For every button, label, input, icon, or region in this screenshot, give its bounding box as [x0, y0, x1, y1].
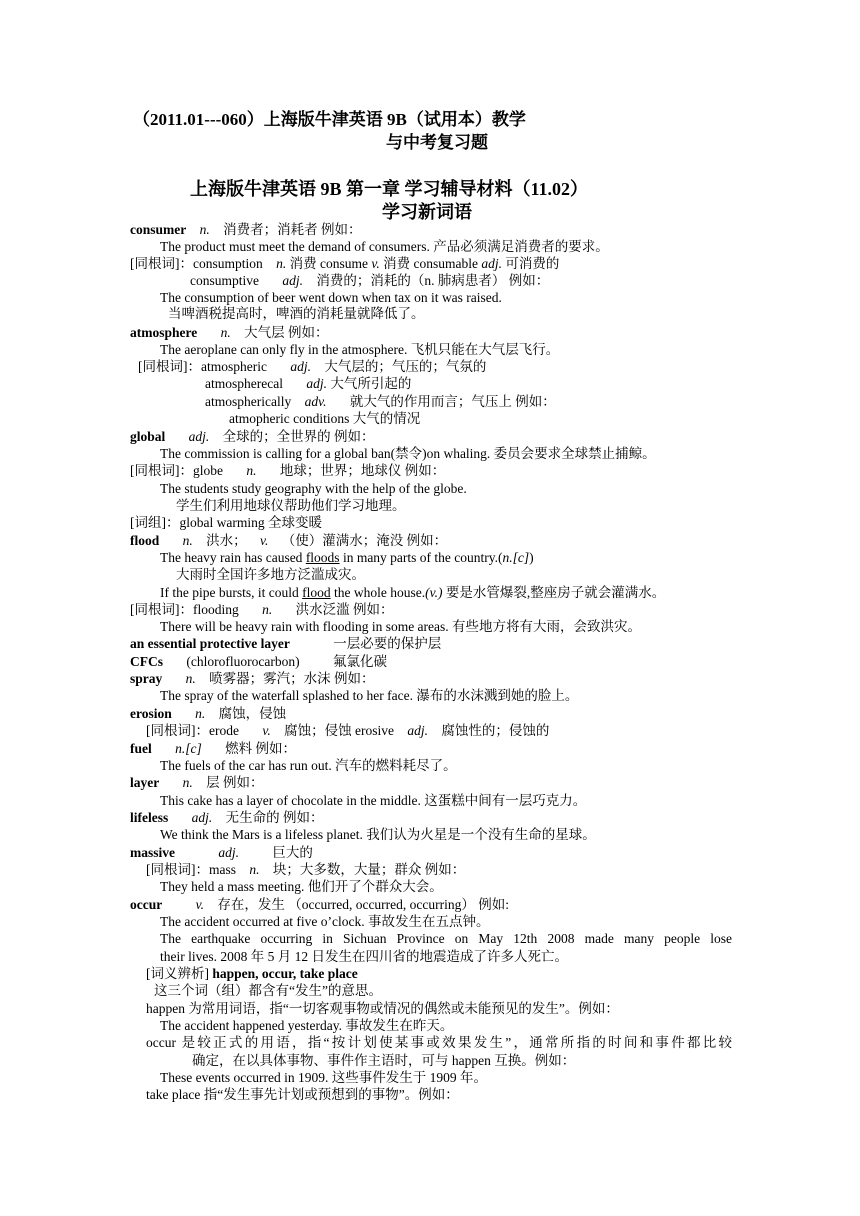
- text-run: consumptive: [190, 273, 259, 288]
- headword: global: [130, 429, 166, 444]
- related-words-line: [130, 601, 394, 618]
- part-of-speech: n.: [220, 325, 231, 340]
- text-run: the whole house.: [330, 585, 426, 600]
- usage-note-line: happen 为常用词语，指“一切客观事物或情况的偶然或未能预见的发生”。例如：: [146, 1001, 619, 1016]
- headword: an essential protective layer: [130, 636, 290, 651]
- headword: spray: [130, 671, 163, 686]
- example-line: This cake has a layer of chocolate in the middle. 这蛋糕中间有一层巧克力。: [160, 793, 587, 808]
- definition: 消费者；消耗者 例如：: [223, 222, 362, 237]
- phrase-line: [词组]：global warming 全球变暖: [130, 515, 322, 530]
- part-of-speech: (v.): [425, 585, 443, 600]
- example-line: The accident happened yesterday. 事故发生在昨天。: [160, 1018, 454, 1033]
- definition: 腐蚀，侵蚀: [218, 706, 287, 721]
- related-words-line: [146, 722, 549, 739]
- text-run: The heavy rain has caused: [160, 550, 306, 565]
- example-line: The accident occurred at five o’clock. 事故发生在五点钟。: [160, 914, 490, 929]
- entry-consumer: [130, 221, 362, 238]
- headword: lifeless: [130, 810, 169, 825]
- part-of-speech: n.: [199, 222, 210, 237]
- definition: 巨大的: [272, 845, 313, 860]
- definition: 存在，发生 （occurred, occurred, occurring） 例如:: [217, 897, 510, 912]
- text-run: 洪水泛滥 例如：: [295, 602, 394, 617]
- definition: （使）灌满水；淹没 例如：: [281, 533, 448, 548]
- related-words-line: [130, 462, 445, 479]
- text-run: 要是水管爆裂,整座房子就会灌满水。: [442, 585, 666, 600]
- usage-note-line: 这三个词（组）都含有“发生”的意思。: [154, 983, 382, 998]
- text-run: 消费的；消耗的（n. 肺病患者） 例如：: [316, 273, 550, 288]
- definition: (chlorofluorocarbon): [186, 654, 300, 669]
- part-of-speech: v.: [371, 256, 380, 271]
- related-words-line: [205, 375, 411, 392]
- part-of-speech: adj.: [218, 845, 240, 860]
- part-of-speech: adj.: [188, 429, 210, 444]
- usage-note-heading: [146, 965, 358, 982]
- compared-words: happen, occur, take place: [212, 966, 358, 981]
- example-line: They held a mass meeting. 他们开了个群众大会。: [160, 879, 443, 894]
- definition: 全球的；全世界的 例如：: [222, 429, 375, 444]
- usage-note-line: take place 指“发生事先计划或预想到的事物”。例如：: [146, 1087, 459, 1102]
- headword: CFCs: [130, 654, 163, 669]
- text-run: [同根词]：flooding: [130, 602, 239, 617]
- part-of-speech: v.: [195, 897, 204, 912]
- text-run: 地球；世界；地球仪 例如：: [279, 463, 446, 478]
- example-line: The earthquake occurring in Sichuan Province on May 12th 2008 made many people lose: [160, 931, 732, 946]
- part-of-speech: v.: [260, 533, 269, 548]
- text-run: [同根词]：erode: [146, 723, 239, 738]
- headword: layer: [130, 775, 160, 790]
- example-line: The commission is calling for a global ban(禁令)on whaling. 委员会要求全球禁止捕鲸。: [160, 446, 656, 461]
- document-title-line-1: （2011.01---060）上海版牛津英语 9B（试用本）教学: [133, 110, 526, 129]
- text-run: [同根词]：mass: [146, 862, 236, 877]
- section-title: 学习新词语: [382, 202, 472, 222]
- part-of-speech: n.: [246, 463, 257, 478]
- definition: 一层必要的保护层: [333, 636, 442, 651]
- part-of-speech: n.[c]: [175, 741, 202, 756]
- example-line: The consumption of beer went down when tax on it was raised.: [160, 290, 502, 305]
- related-words-line: [205, 393, 556, 410]
- text-run: [同根词]：consumption: [130, 256, 263, 271]
- text-run: atmospherically: [205, 394, 292, 409]
- part-of-speech: adj.: [306, 376, 327, 391]
- translation-line: 大雨时全国许多地方泛滥成灾。: [176, 567, 365, 582]
- example-line: The aeroplane can only fly in the atmosphere. 飞机只能在大气层飞行。: [160, 342, 560, 357]
- part-of-speech: n.[c]: [502, 550, 530, 565]
- definition: 氟氯化碳: [332, 654, 387, 669]
- example-line: atmopheric conditions 大气的情况: [229, 411, 421, 426]
- example-line: There will be heavy rain with flooding in some areas. 有些地方将有大雨，会致洪灾。: [160, 619, 642, 634]
- text-run: 可消费的: [505, 256, 560, 271]
- definition: 无生命的 例如：: [225, 810, 324, 825]
- entry-global: [130, 428, 375, 445]
- headword: atmosphere: [130, 325, 198, 340]
- part-of-speech: n.: [276, 256, 287, 271]
- entry-cfcs: [130, 653, 387, 670]
- document-title-line-2: 与中考复习题: [386, 133, 488, 152]
- text-run: 大气所引起的: [330, 376, 412, 391]
- underlined-word: floods: [305, 550, 340, 565]
- part-of-speech: adj.: [282, 273, 304, 288]
- definition: 层 例如：: [206, 775, 264, 790]
- headword: consumer: [130, 222, 187, 237]
- part-of-speech: n.: [182, 775, 193, 790]
- part-of-speech: n.: [249, 862, 260, 877]
- example-line: The product must meet the demand of consumers. 产品必须满足消费者的要求。: [160, 239, 609, 254]
- part-of-speech: adj.: [481, 256, 502, 271]
- entry-protective-layer: [130, 635, 441, 652]
- entry-massive: [130, 844, 313, 861]
- entry-flood: [130, 532, 447, 549]
- headword: erosion: [130, 706, 172, 721]
- example-line: The students study geography with the help of the globe.: [160, 481, 467, 496]
- example-line: The fuels of the car has run out. 汽车的燃料耗尽了。: [160, 758, 457, 773]
- text-run: 就大气的作用而言；气压上 例如：: [349, 394, 556, 409]
- entry-atmosphere: [130, 324, 329, 341]
- text-run: [词义辨析]: [146, 966, 213, 981]
- definition: 喷雾器；雾汽；水沫 例如：: [209, 671, 375, 686]
- example-line: their lives. 2008 年 5 月 12 日发生在四川省的地震造成了许多人死亡。: [160, 949, 568, 964]
- translation-line: 当啤酒税提高时，啤酒的消耗量就降低了。: [168, 306, 425, 321]
- example-line: [160, 549, 534, 566]
- text-run: 腐蚀性的；侵蚀的: [441, 723, 550, 738]
- part-of-speech: adj.: [407, 723, 428, 738]
- usage-note-line: 确定，在以具体事物、事件作主语时，可与 happen 互换。例如：: [192, 1053, 576, 1068]
- text-run: [同根词]：atmospheric: [138, 359, 267, 374]
- translation-line: 学生们利用地球仪帮助他们学习地理。: [176, 498, 406, 513]
- example-line: [160, 584, 665, 601]
- related-words-line: [190, 272, 549, 289]
- headword: fuel: [130, 741, 152, 756]
- headword: massive: [130, 845, 175, 860]
- chapter-title: 上海版牛津英语 9B 第一章 学习辅导材料（11.02）: [190, 179, 589, 199]
- part-of-speech: n.: [185, 671, 196, 686]
- entry-erosion: [130, 705, 286, 722]
- part-of-speech: v.: [262, 723, 271, 738]
- example-line: We think the Mars is a lifeless planet. 我们认为火星是一个没有生命的星球。: [160, 827, 596, 842]
- part-of-speech: n.: [195, 706, 206, 721]
- entry-layer: [130, 774, 264, 791]
- part-of-speech: n.: [182, 533, 193, 548]
- headword: occur: [130, 897, 163, 912]
- example-line: These events occurred in 1909. 这些事件发生于 1909 年。: [160, 1070, 487, 1085]
- text-run: atmospherecal: [205, 376, 283, 391]
- part-of-speech: adj.: [290, 359, 311, 374]
- entry-occur: [130, 896, 509, 913]
- entry-fuel: [130, 740, 296, 757]
- definition: 燃料 例如：: [225, 741, 296, 756]
- text-run: [同根词]：globe: [130, 463, 223, 478]
- part-of-speech: n.: [262, 602, 273, 617]
- text-run: 块；大多数，大量；群众 例如：: [272, 862, 466, 877]
- definition: 大气层 例如：: [244, 325, 329, 340]
- part-of-speech: adv.: [304, 394, 327, 409]
- text-run: ): [529, 550, 534, 565]
- entry-lifeless: [130, 809, 324, 826]
- definition: 洪水；: [206, 533, 247, 548]
- related-words-line: [138, 358, 486, 375]
- related-words-line: [146, 861, 465, 878]
- text-run: 腐蚀；侵蚀 erosive: [284, 723, 394, 738]
- text-run: in many parts of the country.(: [339, 550, 503, 565]
- underlined-word: flood: [302, 585, 331, 600]
- text-run: 消费 consumable: [383, 256, 478, 271]
- text-run: 大气层的；气压的；气氛的: [324, 359, 487, 374]
- related-words-line: [130, 255, 559, 272]
- example-line: The spray of the waterfall splashed to her face. 瀑布的水沫溅到她的脸上。: [160, 688, 579, 703]
- part-of-speech: adj.: [191, 810, 213, 825]
- headword: flood: [130, 533, 160, 548]
- text-run: If the pipe bursts, it could: [160, 585, 303, 600]
- usage-note-line: occur 是较正式的用语，指“按计划使某事或效果发生”，通常所指的时间和事件都比较: [146, 1035, 732, 1050]
- entry-spray: [130, 670, 375, 687]
- text-run: 消费 consume: [289, 256, 368, 271]
